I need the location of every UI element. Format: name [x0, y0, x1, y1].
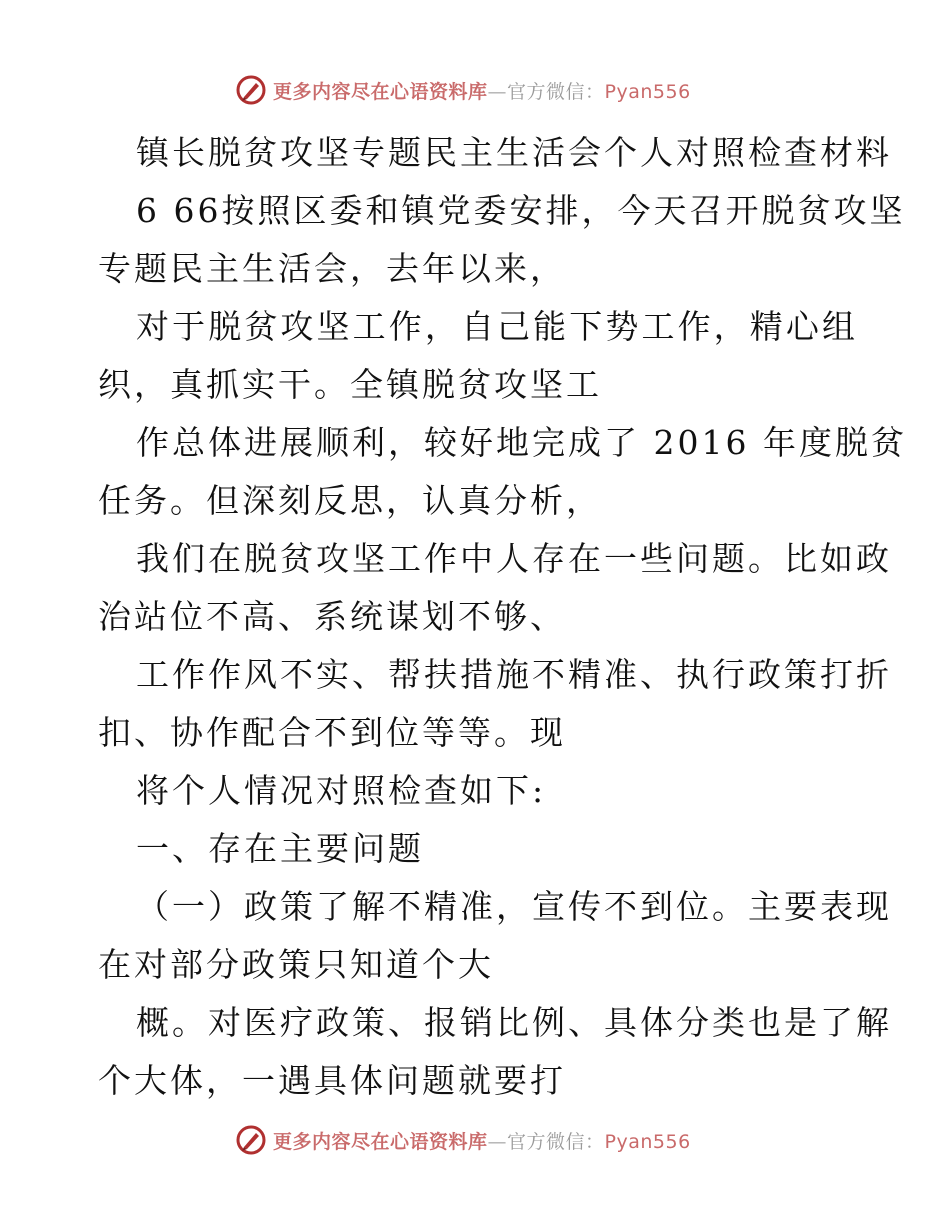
footer-watermark — [235, 1122, 691, 1158]
text-line: 专题民主生活会，去年以来， — [98, 249, 566, 288]
text-line: 织，真抓实干。全镇脱贫攻坚工 — [98, 365, 602, 404]
document-body — [98, 124, 907, 1110]
text-line: 我们在脱贫攻坚工作中人存在一些问题。比如政 — [136, 539, 892, 578]
watermark-separator: — — [487, 80, 508, 103]
pen-logo-icon — [235, 74, 267, 106]
text-line: 扣、协作配合不到位等等。现 — [98, 713, 566, 752]
text-line: 在对部分政策只知道个大 — [98, 945, 494, 984]
text-line: 任务。但深刻反思，认真分析， — [98, 481, 602, 520]
text-line: 个大体，一遇具体问题就要打 — [98, 1061, 566, 1100]
watermark-label: 官方微信： — [507, 1130, 605, 1153]
text-line: 将个人情况对照检查如下: — [136, 771, 547, 810]
text-line: 对于脱贫攻坚工作，自己能下势工作，精心组 — [136, 307, 858, 346]
text-line: 治站位不高、系统谋划不够、 — [98, 597, 566, 636]
pen-logo-icon — [235, 1124, 267, 1156]
watermark-id: Pyan556 — [604, 1130, 691, 1153]
text-line: 工作作风不实、帮扶措施不精准、执行政策打折 — [136, 655, 892, 694]
watermark-label: 官方微信： — [507, 80, 605, 103]
text-line: 6 66按照区委和镇党委安排，今天召开脱贫攻坚 — [136, 191, 906, 230]
header-watermark — [235, 72, 691, 108]
watermark-site: 更多内容尽在心语资料库 — [273, 80, 488, 103]
text-line: 概。对医疗政策、报销比例、具体分类也是了解 — [136, 1003, 892, 1042]
section-heading: 一、存在主要问题 — [136, 829, 424, 868]
watermark-separator: — — [487, 1130, 508, 1153]
watermark-id: Pyan556 — [604, 80, 691, 103]
text-line: 镇长脱贫攻坚专题民主生活会个人对照检查材料 — [136, 133, 892, 172]
text-line: （一）政策了解不精准，宣传不到位。主要表现 — [136, 887, 892, 926]
watermark-site: 更多内容尽在心语资料库 — [273, 1130, 488, 1153]
text-line: 作总体进展顺利，较好地完成了 2016 年度脱贫 — [136, 423, 907, 462]
